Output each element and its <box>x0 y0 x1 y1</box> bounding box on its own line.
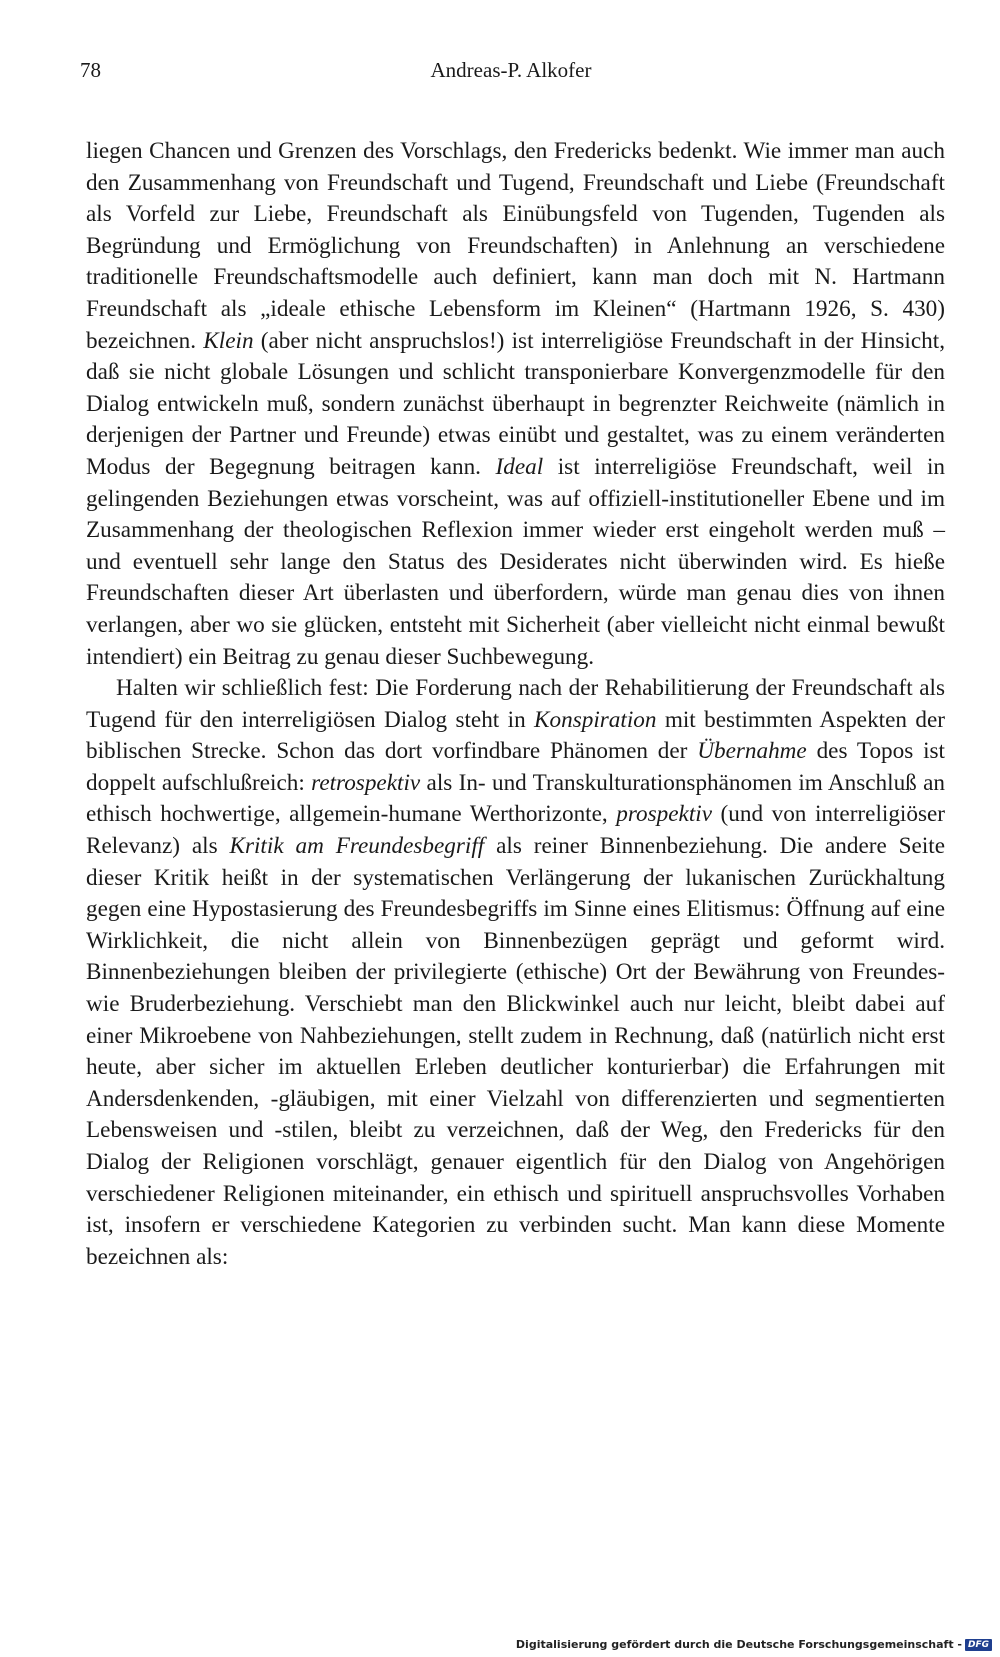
text-run: als In- und Transkulturationsphänomen im Anschluß an ethisch hochwertige, allgemein-humane Werthorizonte, <box>86 769 945 828</box>
dfg-footer-text: Digitalisierung gefördert durch die Deutsche Forschungsgemeinschaft - <box>515 1638 962 1651</box>
page-number: 78 <box>80 58 101 82</box>
text-run: Halten wir schließlich fest: Die Forderung nach der Rehabilitierung der Freundschaft als Tugend für den interreligiösen Dialog steht in <box>86 675 945 733</box>
paragraph-1 <box>86 136 945 673</box>
text-run: (und von interreligiöser Relevanz) als <box>86 801 945 860</box>
dfg-logo-icon: DFG <box>965 1639 992 1651</box>
text-run: mit bestimmten Aspekten der biblischen Strecke. Schon das dort vorfindbare Phänomen der <box>86 706 945 765</box>
text-run: (aber nicht anspruchslos!) ist interreligiöse Freundschaft in der Hinsicht, daß sie nicht globale Lösungen und schlicht transponierbare Konvergenzmodelle für den Dialog entwickeln muß, sondern zunächst überhaupt in begrenzter Reichweite (nämlich in derjenigen der Partner und Freunde) etwas einübt und gestaltet, was zu einem veränderten Modus der Begegnung beitragen kann. <box>86 327 946 480</box>
running-head: Andreas-P. Alkofer <box>430 58 592 82</box>
text-run: als reiner Binnenbeziehung. Die andere Seite dieser Kritik heißt in der systematischen Verlängerung der lukanischen Zurückhaltung gegen eine Hypostasierung des Freundesbegriffs im Sinne eines Elitismus: Öffnung auf eine Wirklichkeit, die nicht allein von Binnenbezügen geprägt und geformt wird. Binnenbeziehungen bleiben der privilegierte (ethische) Ort der Bewährung von Freundes- wie Bruderbeziehung. Verschiebt man den Blickwinkel auch nur leicht, bleibt dabei auf einer Mikroebene von Nahbeziehungen, stellt zudem in Rechnung, daß (natürlich nicht erst heute, aber sicher im aktuellen Erleben deutlicher konturierbar) die Erfahrungen mit Andersdenkenden, -gläubigen, mit einer Vielzahl von differenzierten und segmentierten Lebensweisen und -stilen, bleibt zu verzeichnen, daß der Weg, den Fredericks für den Dialog der Religionen vorschlägt, genauer eigentlich für den Dialog von Angehörigen verschiedener Religionen miteinander, ein ethisch und spirituell anspruchsvolles Vorhaben ist, insofern er verschiedene Kategorien zu verbinden sucht. Man kann diese Momente bezeichnen als: <box>86 833 946 1270</box>
text-run: ist interreligiöse Freundschaft, weil in gelingenden Beziehungen etwas vorscheint, was auf offiziell-institutioneller Ebene und im Zusammenhang der theologischen Reflexion immer wieder erst eingeholt werden muß – und eventuell sehr lange den Status des Desiderates nicht überwinden wird. Es hieße Freundschaften dieser Art überlasten und überfordern, würde man genau dies von ihnen verlangen, aber wo sie glücken, entsteht mit Sicherheit (aber vielleicht nicht einmal bewußt intendiert) ein Beitrag zu genau dieser Suchbewegung. <box>86 453 945 670</box>
italic-term: retrospektiv <box>311 769 421 796</box>
body-text <box>86 136 945 1273</box>
text-run: liegen Chancen und Grenzen des Vorschlags, den Fredericks bedenkt. Wie immer man auch den Zusammenhang von Freundschaft und Tugend, Freundschaft und Liebe (Freundschaft als Vorfeld zur Liebe, Freundschaft als Einübungsfeld von Tugenden, Tugenden als Begründung und Ermöglichung von Freundschaften) in Anlehnung an verschiedene traditionelle Freundschaftsmodelle auch definiert, kann man doch mit N. Hartmann Freundschaft als „ideale ethische Lebensform im Kleinen“ (Hartmann 1926, S. 430) bezeichnen. <box>86 138 945 354</box>
italic-term: Kritik am Freundesbegriff <box>229 833 485 860</box>
italic-term: Klein <box>203 327 254 354</box>
italic-term: prospektiv <box>616 801 712 828</box>
page-header <box>80 58 942 88</box>
italic-term: Ideal <box>495 453 544 480</box>
italic-term: Konspiration <box>534 706 657 733</box>
paragraph-2 <box>86 673 945 1273</box>
dfg-footer <box>516 1638 992 1651</box>
italic-term: Übernahme <box>697 738 807 765</box>
text-run: des Topos ist doppelt aufschlußreich: <box>86 738 945 796</box>
